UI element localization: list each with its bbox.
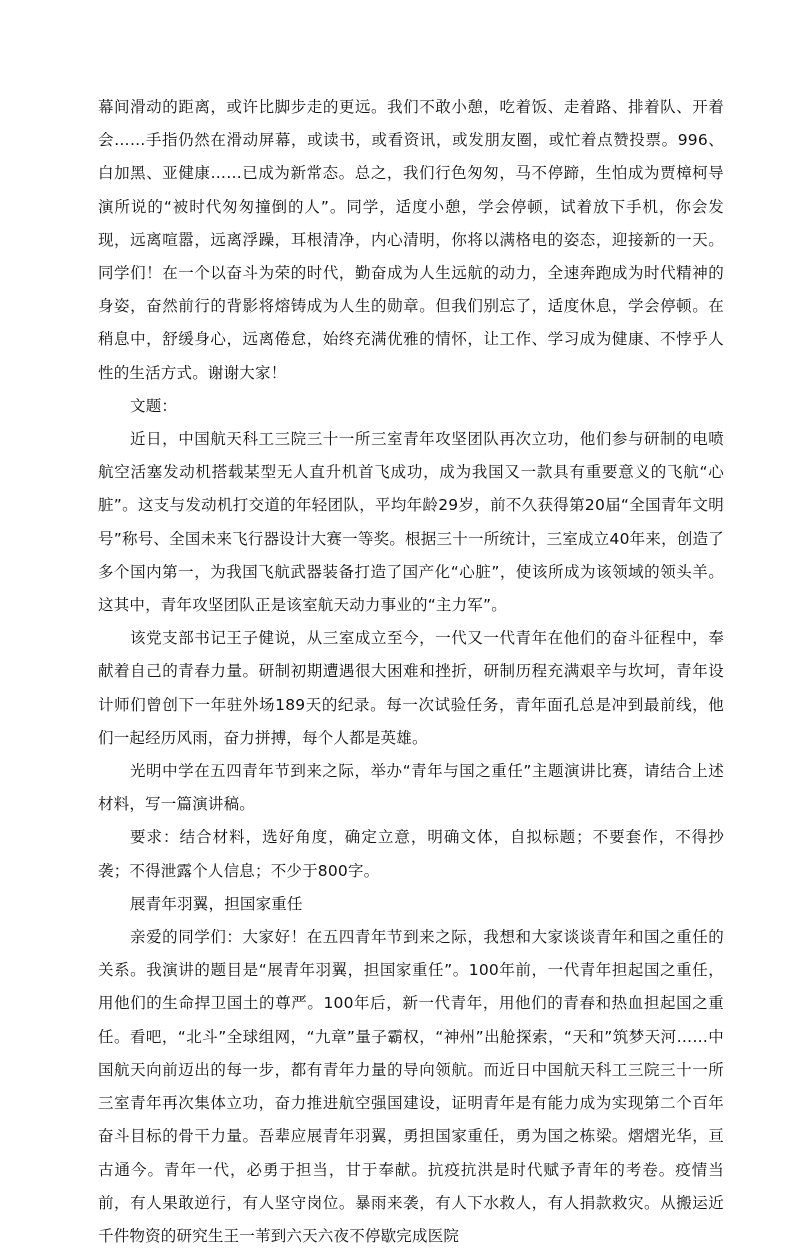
paragraph-prompt-heading: 文题： <box>130 396 178 415</box>
paragraph-task: 光明中学在五四青年节到来之际，举办“青年与国之重任”主题演讲比赛，请结合上述材料，写一篇演讲稿。 <box>98 762 724 814</box>
paragraph-essay-body: 亲爱的同学们：大家好！在五四青年节到来之际，我想和大家谈谈青年和国之重任的关系。我演讲的题目是“展青年羽翼，担国家重任”。100年前，一代青年担起国之重任，用他们的生命捍卫国土的尊严。100年后，新一代青年，用他们的青春和热血担起国之重任。看吧，“北斗”全球组网，“九章”量子霸权，“神州”出舱探索，“天和”筑梦天河……中国航天向前迈出的每一步，都有青年力量的导向领航。而近日中国航天科工三院三十一所三室青年再次集体立功，奋力推进航空强国建设，证明青年是有能力成为实现第二个百年奋斗目标的骨干力量。吾辈应展青年羽翼，勇担国家重任，勇为国之栋梁。熠熠光华，亘古通今。青年一代，必勇于担当，甘于奉献。抗疫抗洪是时代赋予青年的考卷。疫情当前，有人果敢逆行，有人坚守岗位。暴雨来袭，有人下水救人，有人捐款救灾。从搬运近千件物资的研究生王一苇到六天六夜不停歇完成医院 <box>98 928 724 1245</box>
paragraph-requirements: 要求：结合材料，选好角度，确定立意，明确文体，自拟标题；不要套作，不得抄袭；不得泄露个人信息；不少于800字。 <box>98 828 724 880</box>
paragraph-material-2: 该党支部书记王子健说，从三室成立至今，一代又一代青年在他们的奋斗征程中，奉献着自己的青春力量。研制初期遭遇很大困难和挫折，研制历程充满艰辛与坎坷，青年设计师们曾创下一年驻外场189天的纪录。每一次试验任务，青年面孔总是冲到最前线，他们一起经历风雨，奋力拼搏，每个人都是英雄。 <box>98 629 724 747</box>
paragraph-material-1: 近日，中国航天科工三院三十一所三室青年攻坚团队再次立功，他们参与研制的电喷航空活塞发动机搭载某型无人直升机首飞成功，成为我国又一款具有重要意义的飞航“心脏”。这支与发动机打交道的年轻团队，平均年龄29岁，前不久获得第20届“全国青年文明号”称号、全国未来飞行器设计大赛一等奖。根据三十一所统计，三室成立40年来，创造了多个国内第一，为我国飞航武器装备打造了国产化“心脏”，使该所成为该领域的领头羊。这其中，青年攻坚团队正是该室航天动力事业的“主力军”。 <box>98 430 724 615</box>
essay-title: 展青年羽翼，担国家重任 <box>130 894 303 913</box>
paragraph-speech-ending: 幕间滑动的距离，或许比脚步走的更远。我们不敢小憩，吃着饭、走着路、排着队、开着会……手指仍然在滑动屏幕，或读书，或看资讯，或发朋友圈，或忙着点赞投票。996、白加黑、亚健康……已成为新常态。总之，我们行色匆匆，马不停蹄，生怕成为贾樟柯导演所说的“被时代匆匆撞倒的人”。同学，适度小憩，学会停顿，试着放下手机，你会发现，远离喧嚣，远离浮躁，耳根清净，内心清明，你将以满格电的姿态，迎接新的一天。同学们！在一个以奋斗为荣的时代，勤奋成为人生远航的动力，全速奔跑成为时代精神的身姿，奋然前行的背影将熔铸成为人生的勋章。但我们别忘了，适度休息，学会停顿。在稍息中，舒缓身心，远离倦怠，始终充满优雅的情怀，让工作、学习成为健康、不悖乎人性的生活方式。谢谢大家！ <box>98 98 724 382</box>
document-body <box>98 91 724 1253</box>
